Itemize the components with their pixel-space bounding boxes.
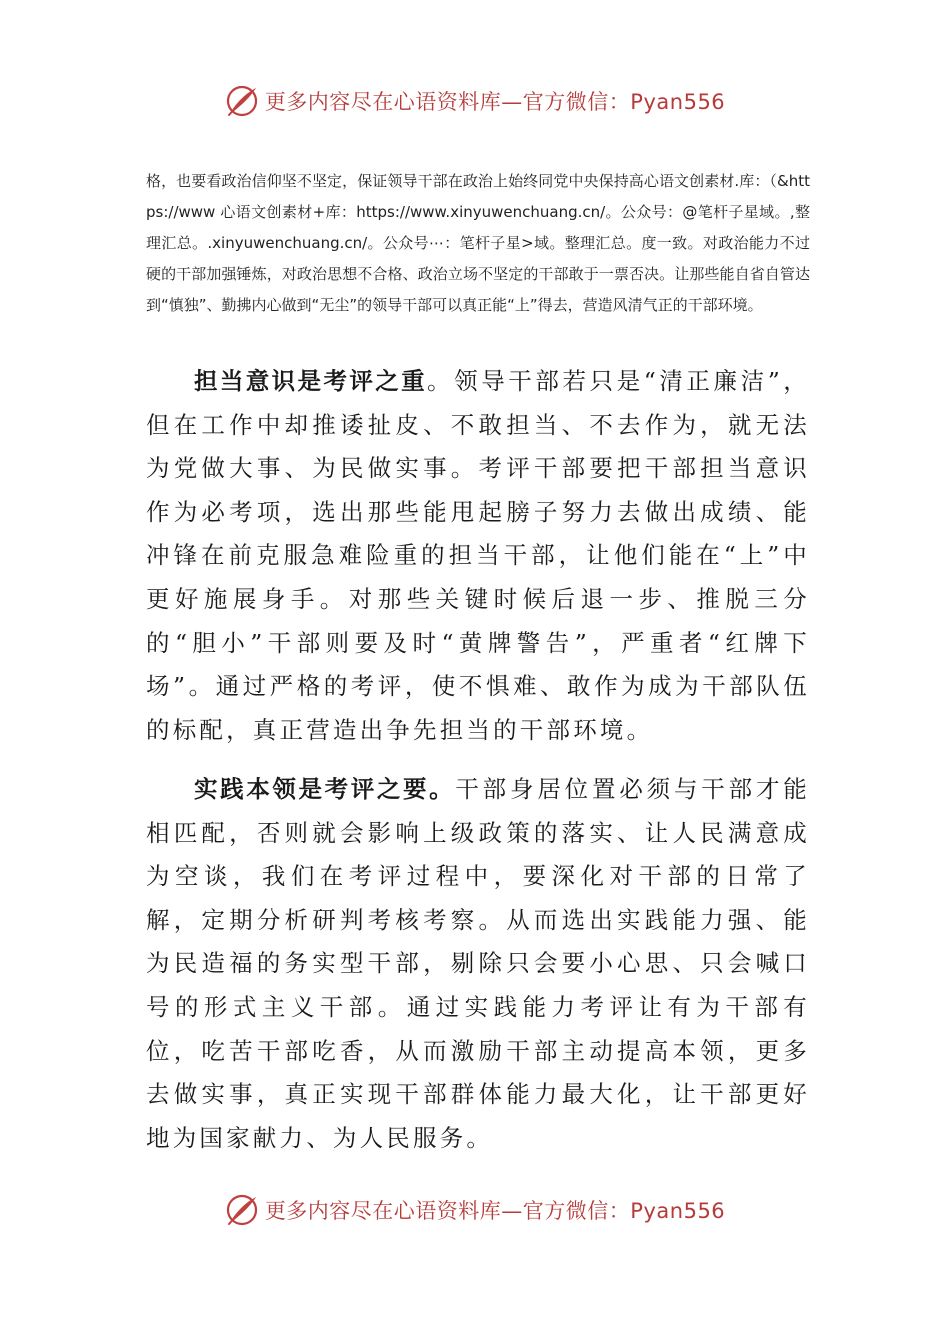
header-banner [0, 84, 950, 118]
footer-banner [0, 1193, 950, 1227]
quill-logo-icon [225, 1193, 259, 1227]
paragraph-responsibility [146, 360, 810, 752]
banner-text: 更多内容尽在心语资料库—官方微信：Pyan556 [264, 1199, 726, 1223]
paragraph-body: 干部身居位置必须与干部才能相匹配，否则就会影响上级政策的落实、让人民满意成为空谈，我们在考评过程中，要深化对干部的日常了解，定期分析研判考核考察。从而选出实践能力强、能为民造福的务实型干部，剔除只会要小心思、只会喊口号的形式主义干部。通过实践能力考评让有为干部有位，吃苦干部吃香，从而激励干部主动提高本领，更多去做实事，真正实现干部群体能力最大化，让干部更好地为国家献力、为人民服务。 [146, 775, 811, 1152]
paragraph-body: 。领导干部若只是“清正廉洁”，但在工作中却推诿扯皮、不敢担当、不去作为，就无法为党做大事、为民做实事。考评干部要把干部担当意识作为必考项，选出那些能甩起膀子努力去做出成绩、能冲锋在前克服急难险重的担当干部，让他们能在“上”中更好施展身手。对那些关键时候后退一步、推脱三分的“胆小”干部则要及时“黄牌警告”，严重者“红牌下场”。通过严格的考评，使不惧难、敢作为成为干部队伍的标配，真正营造出争先担当的干部环境。 [146, 367, 811, 744]
quill-logo-icon [225, 84, 259, 118]
banner-text: 更多内容尽在心语资料库—官方微信：Pyan556 [264, 90, 726, 114]
paragraph-lead: 实践本领是考评之要。 [194, 775, 456, 803]
small-paragraph: 格，也要看政治信仰坚不坚定，保证领导干部在政治上始终同党中央保持高心语文创素材.库：（&https://www 心语文创素材+库：https://www.xinyuwenchuang.cn/。公众号：@笔杆子星域。,整理汇总。.xinyuwenchuang.cn/。公众号⋯：笔杆子星>域。整理汇总。度一致。对政治能力不过硬的干部加强锤炼，对政治思想不合格、政治立场不坚定的干部敢于一票否决。让那些能自省自管达到“慎独”、勤拂内心做到“无尘”的领导干部可以真正能“上”得去，营造风清气正的干部环境。 [146, 172, 810, 314]
paragraph-lead: 担当意识是考评之重 [194, 367, 428, 395]
paragraph-practice [146, 768, 810, 1160]
